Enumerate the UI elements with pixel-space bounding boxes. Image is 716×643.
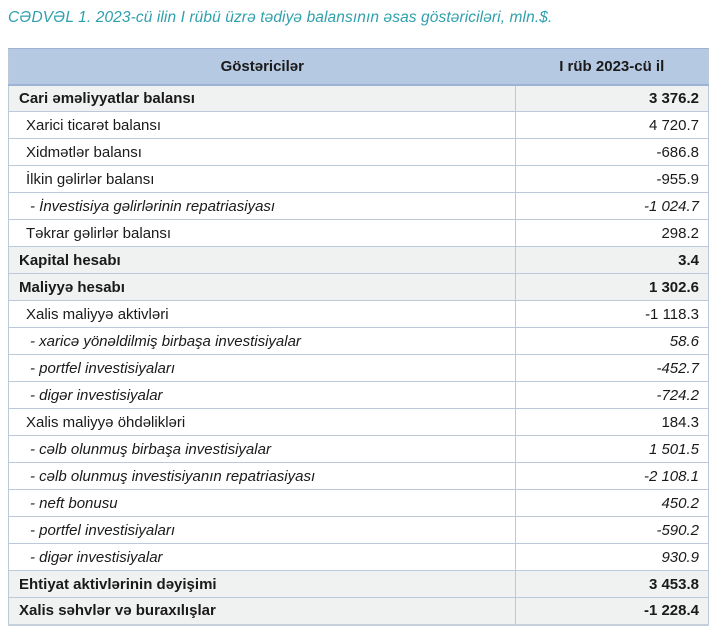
- row-label: Təkrar gəlirlər balansı: [9, 220, 516, 247]
- row-value: 1 501.5: [516, 436, 709, 463]
- table-row: [9, 301, 709, 328]
- table-row: [9, 328, 709, 355]
- row-label: Xalis maliyyə öhdəlikləri: [9, 409, 516, 436]
- row-value: 1 302.6: [516, 274, 709, 301]
- row-label: - xaricə yönəldilmiş birbaşa investisiyalar: [9, 328, 516, 355]
- row-label: - neft bonusu: [9, 490, 516, 517]
- table-row: [9, 409, 709, 436]
- row-label: - digər investisiyalar: [9, 382, 516, 409]
- row-label: Kapital hesabı: [9, 247, 516, 274]
- row-label: Ehtiyat aktivlərinin dəyişimi: [9, 571, 516, 598]
- table-row: [9, 490, 709, 517]
- table-row: [9, 220, 709, 247]
- row-label: - portfel investisiyaları: [9, 355, 516, 382]
- row-value: 3 376.2: [516, 85, 709, 112]
- table-row: [9, 544, 709, 571]
- table-row: [9, 436, 709, 463]
- row-value: 298.2: [516, 220, 709, 247]
- row-label: Xalis səhvlər və buraxılışlar: [9, 598, 516, 625]
- row-label: İlkin gəlirlər balansı: [9, 166, 516, 193]
- row-value: 58.6: [516, 328, 709, 355]
- row-value: -452.7: [516, 355, 709, 382]
- table-body: [9, 85, 709, 625]
- row-value: 4 720.7: [516, 112, 709, 139]
- table-row: [9, 139, 709, 166]
- row-label: - cəlb olunmuş birbaşa investisiyalar: [9, 436, 516, 463]
- row-value: -1 024.7: [516, 193, 709, 220]
- row-label: - digər investisiyalar: [9, 544, 516, 571]
- row-value: -590.2: [516, 517, 709, 544]
- table-caption: CƏDVƏL 1. 2023-cü ilin I rübü üzrə tədiyə balansının əsas göstəriciləri, mln.$.: [8, 9, 553, 26]
- row-value: -686.8: [516, 139, 709, 166]
- row-value: -1 118.3: [516, 301, 709, 328]
- row-label: - portfel investisiyaları: [9, 517, 516, 544]
- table-row: [9, 463, 709, 490]
- row-label: Cari əməliyyatlar balansı: [9, 85, 516, 112]
- table-row: [9, 112, 709, 139]
- row-value: -724.2: [516, 382, 709, 409]
- row-value: -2 108.1: [516, 463, 709, 490]
- row-label: Xalis maliyyə aktivləri: [9, 301, 516, 328]
- row-value: -955.9: [516, 166, 709, 193]
- row-label: Maliyyə hesabı: [9, 274, 516, 301]
- row-label: Xarici ticarət balansı: [9, 112, 516, 139]
- column-header-indicators: Göstəricilər: [9, 49, 516, 85]
- column-header-quarter-value: I rüb 2023-cü il: [516, 49, 709, 85]
- table-row: [9, 517, 709, 544]
- table-row: [9, 598, 709, 625]
- row-value: 450.2: [516, 490, 709, 517]
- header-row: [9, 49, 709, 85]
- row-value: 3 453.8: [516, 571, 709, 598]
- row-value: -1 228.4: [516, 598, 709, 625]
- table-row: [9, 247, 709, 274]
- row-value: 184.3: [516, 409, 709, 436]
- row-label: - İnvestisiya gəlirlərinin repatriasiyası: [9, 193, 516, 220]
- table-row: [9, 274, 709, 301]
- table-header: [9, 49, 709, 85]
- table-row: [9, 166, 709, 193]
- row-label: Xidmətlər balansı: [9, 139, 516, 166]
- row-label: - cəlb olunmuş investisiyanın repatriasiyası: [9, 463, 516, 490]
- table-row: [9, 85, 709, 112]
- row-value: 3.4: [516, 247, 709, 274]
- table-row: [9, 382, 709, 409]
- balance-of-payments-table: [8, 48, 709, 626]
- table-row: [9, 355, 709, 382]
- table-row: [9, 571, 709, 598]
- row-value: 930.9: [516, 544, 709, 571]
- table-row: [9, 193, 709, 220]
